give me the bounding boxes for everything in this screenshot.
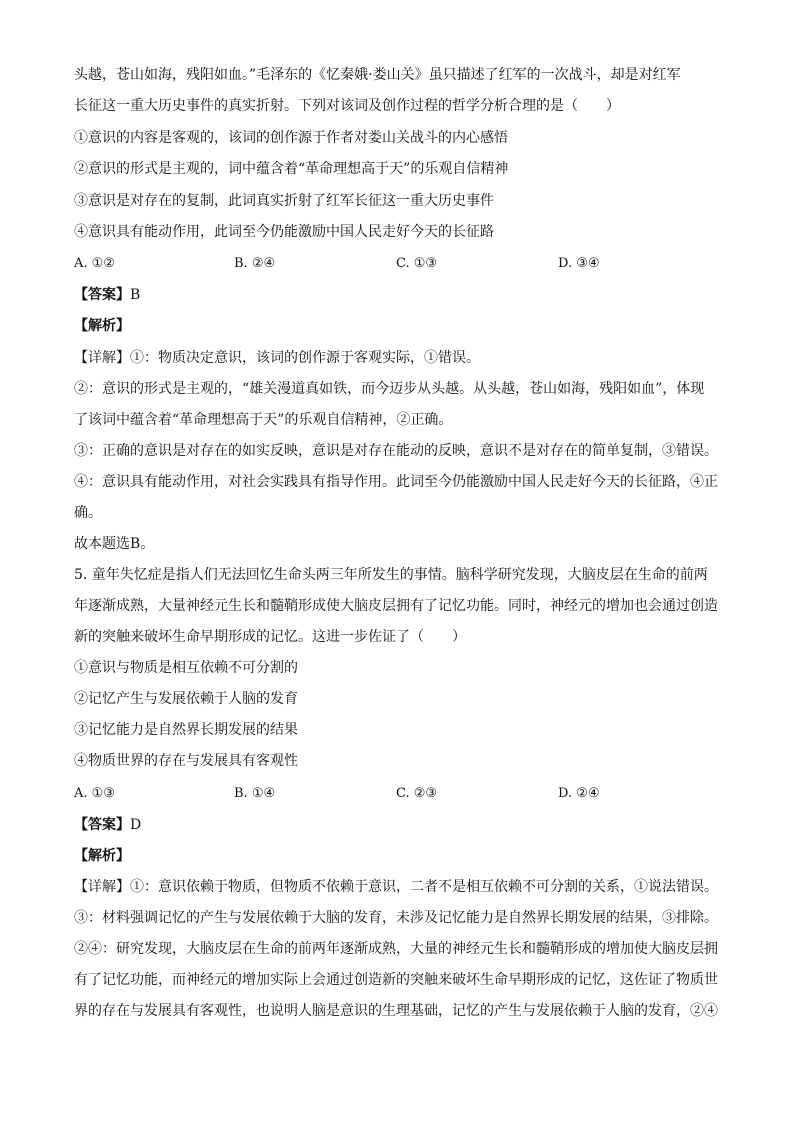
q5-answer [74,816,724,834]
q4-answer [74,286,724,304]
q5-stem-line-3: 新的突触来破坏生命早期形成的记忆。这进一步佐证了（ ） [74,629,466,645]
q5-stem-line-1: 5. 童年失忆症是指人们无法回忆生命头两三年所发生的事情。脑科学研究发现，大脑皮层在生命的前两 [74,567,708,583]
q5-option-b: B. ①④ [234,786,276,801]
q4-option-c: C. ①③ [396,256,438,271]
q4-detail-line-1: 【详解】①：物质决定意识，该词的创作源于客观实际，①错误。 [74,350,480,366]
q5-detail-line-5: 界的存在与发展具有客观性，也说明人脑是意识的生理基础，记忆的产生与发展依赖于人脑的发育，②④ [74,1003,718,1019]
q5-statement-4: ④物质世界的存在与发展具有客观性 [74,753,298,769]
q4-options [74,255,724,273]
q5-stem-line-2: 年逐渐成熟，大量神经元生长和髓鞘形成使大脑皮层拥有了记忆功能。同时，神经元的增加也会通过创造 [74,598,718,614]
q4-statement-2: ②意识的形式是主观的，词中蕴含着“革命理想高于天”的乐观自信精神 [74,161,509,177]
q5-detail-line-1: 【详解】①：意识依赖于物质，但物质不依赖于意识，二者不是相互依赖不可分割的关系，①说法错误。 [74,879,718,895]
q4-detail-line-2: ②：意识的形式是主观的，“雄关漫道真如铁，而今迈步从头越。从头越，苍山如海，残阳如血”，体现 [74,381,705,397]
q4-analysis-tag: 【解析】 [74,318,130,334]
q5-answer-value: D [130,817,142,833]
q4-statement-1: ①意识的内容是客观的，该词的创作源于作者对娄山关战斗的内心感悟 [74,130,508,146]
q5-detail-line-2: ③：材料强调记忆的产生与发展依赖于大脑的发育，未涉及记忆能力是自然界长期发展的结果，③排除。 [74,910,718,926]
q5-statement-3: ③记忆能力是自然界长期发展的结果 [74,722,298,738]
q5-option-a: A. ①③ [74,786,115,801]
q5-option-d: D. ②④ [558,786,600,801]
q5-option-c: C. ②③ [396,786,438,801]
q5-detail-line-4: 有了记忆功能，而神经元的增加实际上会通过创造新的突触来破坏生命早期形成的记忆，这佐证了物质世 [74,972,718,988]
q5-statement-2: ②记忆产生与发展依赖于人脑的发育 [74,691,298,707]
q4-answer-tag: 【答案】 [74,287,130,303]
q5-statement-1: ①意识与物质是相互依赖不可分割的 [74,660,298,676]
q4-answer-value: B [130,287,141,303]
q4-conclusion: 故本题选B。 [74,536,155,552]
q4-option-b: B. ②④ [234,256,276,271]
q4-statement-3: ③意识是对存在的复制，此词真实折射了红军长征这一重大历史事件 [74,193,494,209]
q4-detail-line-4: ③：正确的意识是对存在的如实反映，意识是对存在能动的反映，意识不是对存在的简单复制，③错误。 [74,443,718,459]
q5-options [74,785,724,803]
q4-stem-line-2: 长征这一重大历史事件的真实折射。下列对该词及创作过程的哲学分析合理的是（ ） [74,98,620,114]
q4-detail-line-3: 了该词中蕴含着“革命理想高于天”的乐观自信精神，②正确。 [74,412,453,428]
q5-detail-line-3: ②④：研究发现，大脑皮层在生命的前两年逐渐成熟，大量的神经元生长和髓鞘形成的增加使大脑皮层拥 [74,941,718,957]
q5-answer-tag: 【答案】 [74,817,130,833]
q4-detail-line-5: ④：意识具有能动作用，对社会实践具有指导作用。此词至今仍能激励中国人民走好今天的长征路，④正 [74,474,718,490]
q5-analysis-tag: 【解析】 [74,848,130,864]
q4-detail-line-6: 确。 [74,505,102,521]
q4-statement-4: ④意识具有能动作用，此词至今仍能激励中国人民走好今天的长征路 [74,224,494,240]
q4-option-d: D. ③④ [558,256,600,271]
q4-stem-line-1: 头越，苍山如海，残阳如血。”毛泽东的《忆秦娥·娄山关》虽只描述了红军的一次战斗，却是对红军 [74,67,681,83]
q4-option-a: A. ①② [74,256,115,271]
